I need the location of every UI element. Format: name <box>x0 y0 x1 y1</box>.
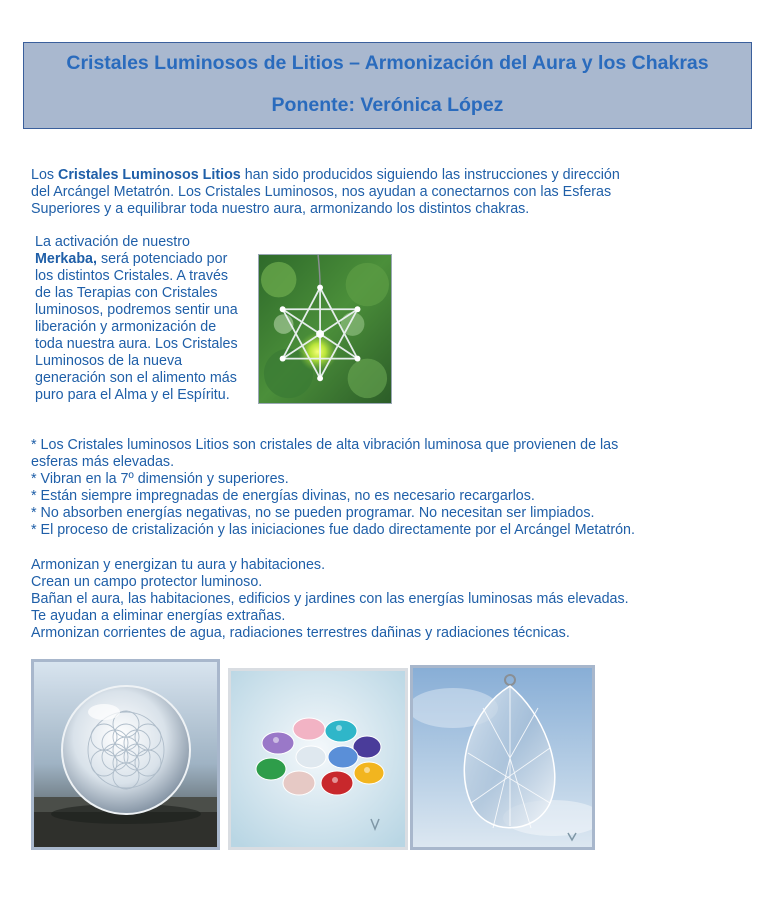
merkaba-paragraph <box>35 234 255 404</box>
merkaba-line: generación son el alimento más <box>35 370 237 386</box>
list-item: * Están siempre impregnadas de energías divinas, no es necesario recargarlos. <box>31 488 535 504</box>
list-item: * Vibran en la 7º dimensión y superiores. <box>31 471 289 487</box>
page-title: Cristales Luminosos de Litios – Armonización del Aura y los Chakras <box>66 52 709 74</box>
list-item: esferas más elevadas. <box>31 454 175 470</box>
intro-line-1 <box>31 167 671 184</box>
merkaba-line: toda nuestra aura. Los Cristales <box>35 336 238 352</box>
merkaba-line-1: La activación de nuestro <box>35 234 190 250</box>
merkaba-line-2 <box>35 251 255 268</box>
intro-bold-term: Cristales Luminosos Litios <box>58 167 241 183</box>
benefits-list <box>31 557 731 642</box>
merkaba-crystal-photo <box>258 254 392 404</box>
list-item: Armonizan y energizan tu aura y habitaciones. <box>31 557 326 573</box>
crystal-sphere-photo <box>31 659 220 850</box>
title-banner <box>23 42 752 129</box>
merkaba-line: puro para el Alma y el Espíritu. <box>35 387 230 403</box>
properties-list <box>31 437 731 539</box>
merkaba-line: los distintos Cristales. A través <box>35 268 229 284</box>
merkaba-line: de las Terapias con Cristales <box>35 285 218 301</box>
crystal-drop-photo <box>410 665 595 850</box>
intro-line-3: Superiores y a equilibrar toda nuestro aura, armonizando los distintos chakras. <box>31 201 530 217</box>
merkaba-line-2-rest: será potenciado por <box>96 251 228 267</box>
merkaba-line: liberación y armonización de <box>35 319 217 335</box>
intro-line-2: del Arcángel Metatrón. Los Cristales Luminosos, nos ayudan a conectarnos con las Esferas <box>31 184 612 200</box>
list-item: * No absorben energías negativas, no se pueden programar. No necesitan ser limpiados. <box>31 505 595 521</box>
merkaba-line: Luminosos de la nueva <box>35 353 183 369</box>
intro-paragraph <box>31 167 671 218</box>
list-item: Bañan el aura, las habitaciones, edificios y jardines con las energías luminosas más elevadas. <box>31 591 629 607</box>
colored-gems-photo <box>228 668 408 850</box>
list-item: Crean un campo protector luminoso. <box>31 574 263 590</box>
list-item: Armonizan corrientes de agua, radiaciones terrestres dañinas y radiaciones técnicas. <box>31 625 570 641</box>
intro-line-1-rest: han sido producidos siguiendo las instrucciones y dirección <box>240 167 620 183</box>
speaker-name: Ponente: Verónica López <box>271 94 504 116</box>
merkaba-line: luminosos, podremos sentir una <box>35 302 238 318</box>
list-item: * El proceso de cristalización y las iniciaciones fue dado directamente por el Arcángel Metatrón. <box>31 522 635 538</box>
intro-prefix: Los <box>31 167 59 183</box>
merkaba-bold-term: Merkaba, <box>35 251 97 267</box>
list-item: * Los Cristales luminosos Litios son cristales de alta vibración luminosa que provienen de las <box>31 437 619 453</box>
list-item: Te ayudan a eliminar energías extrañas. <box>31 608 286 624</box>
